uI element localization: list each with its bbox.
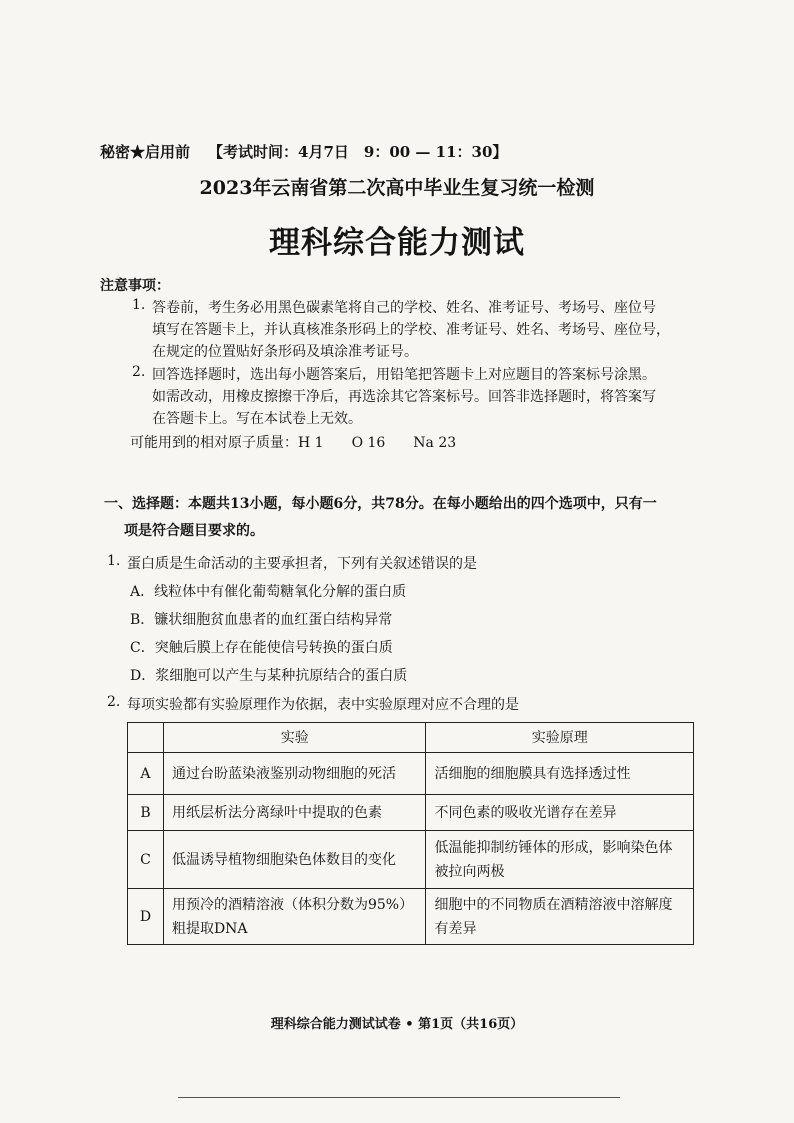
row-d-experiment: 用预冷的酒精溶液（体积分数为95%）粗提取DNA	[163, 889, 426, 945]
row-b-experiment: 用纸层析法分离绿叶中提取的色素	[163, 795, 426, 831]
experiment-table	[127, 722, 694, 945]
note-1-line-3: 在规定的位置贴好条形码及填涂准考证号。	[152, 344, 418, 360]
page-title: 理科综合能力测试	[269, 225, 525, 261]
table-row	[128, 889, 694, 945]
exam-time: 【考试时间：4月7日 9：00 — 11：30】	[208, 143, 508, 161]
row-a-principle: 活细胞的细胞膜具有选择透过性	[426, 753, 694, 795]
q2-stem: 每项实验都有实验原理作为依据，表中实验原理对应不合理的是	[127, 697, 519, 713]
note-2-line-2: 如需改动，用橡皮擦擦干净后，再选涂其它答案标号。回答非选择题时，将答案写	[152, 389, 656, 405]
note-2-number: 2.	[132, 364, 146, 380]
confidential-header	[100, 141, 507, 162]
page-footer: 理科综合能力测试试卷 • 第1页（共16页）	[270, 1017, 524, 1032]
table-row	[128, 753, 694, 795]
secret-mark: 秘密★启用前	[100, 143, 191, 161]
row-d-principle: 细胞中的不同物质在酒精溶液中溶解度有差异	[426, 889, 694, 945]
row-c-principle: 低温能抑制纺锤体的形成，影响染色体被拉向两极	[426, 831, 694, 889]
q1-option-d: D．浆细胞可以产生与某种抗原结合的蛋白质	[130, 668, 408, 684]
row-a-experiment: 通过台盼蓝染液鉴别动物细胞的死活	[163, 753, 426, 795]
q1-stem: 蛋白质是生命活动的主要承担者，下列有关叙述错误的是	[127, 556, 477, 572]
table-header-experiment: 实验	[163, 723, 426, 753]
row-c-experiment: 低温诱导植物细胞染色体数目的变化	[163, 831, 426, 889]
bottom-divider	[178, 1097, 620, 1098]
q1-number: 1.	[107, 553, 121, 569]
note-1-number: 1.	[132, 297, 146, 313]
row-b-principle: 不同色素的吸收光谱存在差异	[426, 795, 694, 831]
note-1-line-2: 填写在答题卡上，并认真核准条形码上的学校、准考证号、姓名、考场号、座位号，	[152, 322, 670, 338]
row-c-letter: C	[128, 831, 164, 889]
exam-subtitle: 2023年云南省第二次高中毕业生复习统一检测	[199, 177, 595, 199]
note-1-line-1: 答卷前，考生务必用黑色碳素笔将自己的学校、姓名、准考证号、考场号、座位号	[152, 300, 656, 316]
section-heading-line-2: 项是符合题目要求的。	[124, 523, 264, 539]
row-a-letter: A	[128, 753, 164, 795]
notes-heading: 注意事项：	[100, 278, 170, 294]
atomic-mass-line: 可能用到的相对原子质量：H 1 O 16 Na 23	[130, 435, 457, 451]
section-heading-line-1: 一、选择题：本题共13小题，每小题6分，共78分。在每小题给出的四个选项中，只有一	[104, 496, 657, 512]
table-row	[128, 795, 694, 831]
row-b-letter: B	[128, 795, 164, 831]
row-d-letter: D	[128, 889, 164, 945]
q1-option-b: B．镰状细胞贫血患者的血红蛋白结构异常	[130, 612, 393, 628]
q2-number: 2.	[107, 694, 121, 710]
note-2-line-3: 在答题卡上。写在本试卷上无效。	[152, 411, 362, 427]
note-2-line-1: 回答选择题时，选出每小题答案后，用铅笔把答题卡上对应题目的答案标号涂黑。	[152, 367, 656, 383]
q1-option-a: A．线粒体中有催化葡萄糖氧化分解的蛋白质	[130, 584, 407, 600]
table-header-principle: 实验原理	[426, 723, 694, 753]
table-header-blank	[128, 723, 164, 753]
q1-option-c: C．突触后膜上存在能使信号转换的蛋白质	[130, 640, 393, 656]
table-header-row	[128, 723, 694, 753]
table-row	[128, 831, 694, 889]
